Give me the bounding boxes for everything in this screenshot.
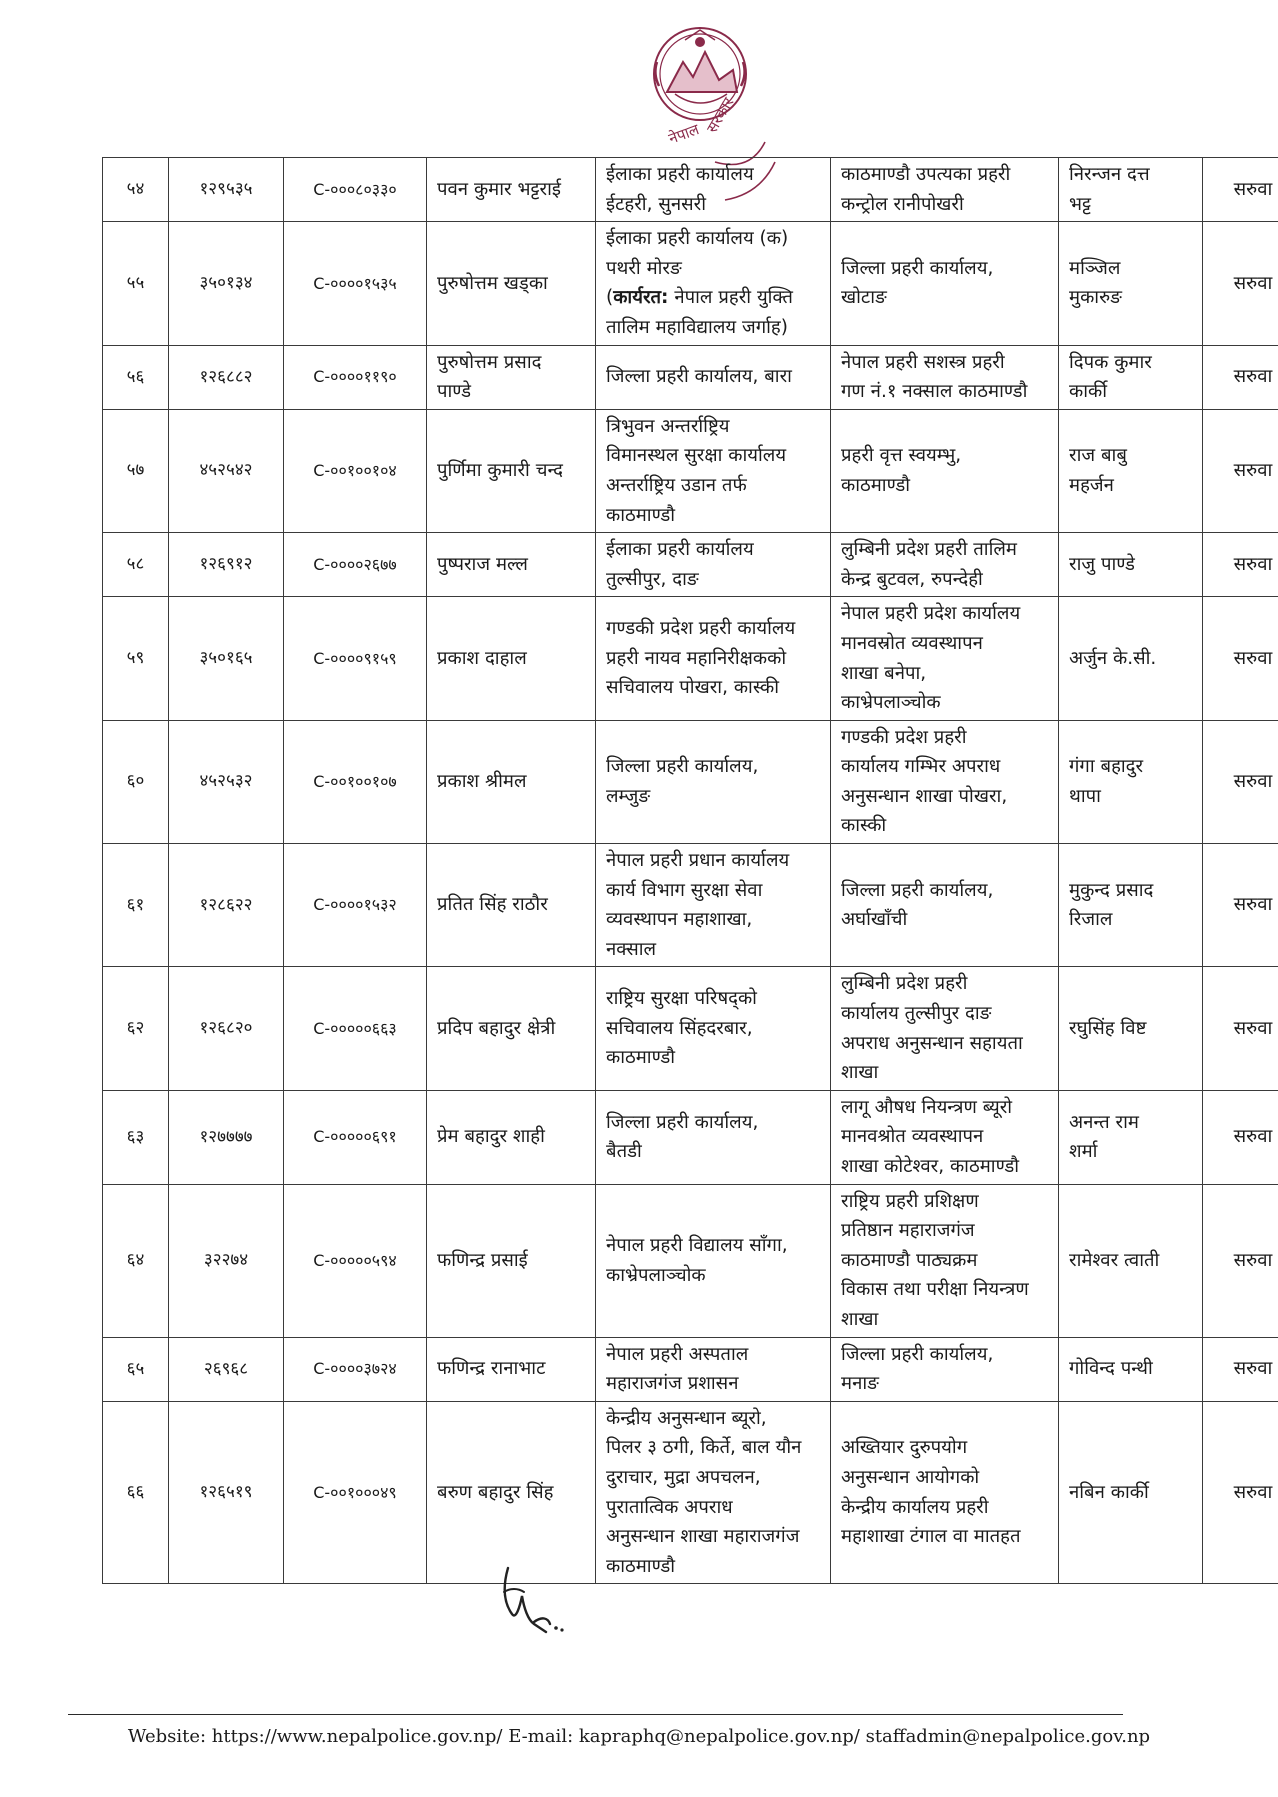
- police-number: १२७७७७: [169, 1090, 284, 1184]
- transfer-destination: [831, 844, 1059, 967]
- current-office-line: प्रहरी नायव महानिरीक्षकको: [606, 647, 787, 669]
- officer-name-line: पाण्डे: [437, 381, 471, 403]
- current-office-line: काठमाण्डौ: [606, 1555, 676, 1577]
- current-office: [596, 345, 831, 409]
- employee-code: C-००००१५३५: [284, 222, 427, 345]
- transfer-destination-line: मानवस्रोत व्यवस्थापन: [841, 632, 983, 654]
- approving-officer: [1059, 533, 1203, 597]
- approving-officer-line: अनन्त राम: [1069, 1111, 1139, 1133]
- current-office-line: लम्जुङ: [606, 785, 651, 807]
- officer-name-line: पुर्णिमा कुमारी चन्द: [437, 460, 563, 482]
- approving-officer-line: नबिन कार्की: [1069, 1481, 1149, 1503]
- transfer-destination-line: मानवश्रोत व्यवस्थापन: [841, 1126, 984, 1148]
- transfer-destination-line: केन्द्रीय कार्यालय प्रहरी: [841, 1496, 989, 1518]
- police-number: १२६८८२: [169, 345, 284, 409]
- approving-officer: [1059, 1090, 1203, 1184]
- current-office: [596, 597, 831, 720]
- approving-officer: [1059, 720, 1203, 843]
- current-office-line: नक्साल: [606, 938, 657, 960]
- employee-code: C-०००८०३३०: [284, 158, 427, 222]
- current-office-line: केन्द्रीय अनुसन्धान ब्यूरो,: [606, 1407, 767, 1429]
- police-number: १२९५३५: [169, 158, 284, 222]
- transfer-destination: [831, 597, 1059, 720]
- police-number: ३२२७४: [169, 1184, 284, 1337]
- employee-code: C-००००११९०: [284, 345, 427, 409]
- current-office-line: जिल्ला प्रहरी कार्यालय,: [606, 756, 759, 778]
- officer-name-line: बरुण बहादुर सिंह: [437, 1481, 554, 1503]
- current-office-line: ईटहरी, सुनसरी: [606, 193, 706, 215]
- transfer-destination-line: कास्की: [841, 815, 887, 837]
- current-office-line: बैतडी: [606, 1141, 642, 1163]
- transfer-destination-line: मनाङ: [841, 1373, 879, 1395]
- current-office-line: काभ्रेपलाञ्चोक: [606, 1264, 706, 1286]
- transfer-destination-line: प्रहरी वृत्त स्वयम्भु,: [841, 445, 962, 467]
- officer-name: [427, 409, 596, 532]
- current-office-line: नेपाल प्रहरी अस्पताल: [606, 1343, 749, 1365]
- current-office-line: महाराजगंज प्रशासन: [606, 1373, 739, 1395]
- approving-officer-line: निरन्जन दत्त: [1069, 164, 1150, 185]
- transfer-destination: [831, 1337, 1059, 1401]
- officer-name-line: प्रकाश दाहाल: [437, 647, 527, 669]
- transfer-destination-line: जिल्ला प्रहरी कार्यालय,: [841, 1343, 994, 1365]
- approving-officer: [1059, 967, 1203, 1090]
- officer-name: [427, 1090, 596, 1184]
- action-type: सरुवा: [1203, 1184, 1278, 1337]
- serial-number: ६४: [103, 1184, 169, 1337]
- transfer-destination-line: अर्घाखाँची: [841, 909, 908, 931]
- table-row: [103, 345, 1278, 409]
- current-office: [596, 967, 831, 1090]
- transfer-destination-line: कन्ट्रोल रानीपोखरी: [841, 193, 964, 215]
- current-office-line: ईलाका प्रहरी कार्यालय (क): [606, 228, 789, 250]
- officer-name: [427, 1401, 596, 1584]
- transfer-destination-line: राष्ट्रिय प्रहरी प्रशिक्षण: [841, 1190, 979, 1212]
- serial-number: ५६: [103, 345, 169, 409]
- officer-name-line: पुष्पराज मल्ल: [437, 553, 528, 575]
- current-office: [596, 1090, 831, 1184]
- working-at-text: नेपाल प्रहरी युक्ति: [674, 287, 793, 309]
- transfer-destination-line: केन्द्र बुटवल, रुपन्देही: [841, 568, 983, 590]
- transfer-destination-line: कार्यालय गम्भिर अपराध: [841, 756, 1001, 778]
- transfer-destination: [831, 1401, 1059, 1584]
- transfer-destination-line: शाखा: [841, 1308, 879, 1330]
- approving-officer-line: मुकुन्द प्रसाद: [1069, 879, 1154, 901]
- transfer-destination: [831, 409, 1059, 532]
- table-row: [103, 844, 1278, 967]
- transfer-destination: [831, 720, 1059, 843]
- transfer-destination-line: खोटाङ: [841, 287, 887, 309]
- transfer-destination-line: काठमाण्डौ: [841, 474, 911, 496]
- transfer-destination: [831, 1184, 1059, 1337]
- police-number: १२६८२०: [169, 967, 284, 1090]
- current-office-line: तुल्सीपुर, दाङ: [606, 568, 699, 590]
- action-type: सरुवा: [1203, 409, 1278, 532]
- police-number: १२६९१२: [169, 533, 284, 597]
- action-type: सरुवा: [1203, 158, 1278, 222]
- transfer-destination-line: गण नं.१ नक्साल काठमाण्डौ: [841, 381, 1028, 403]
- police-number: ४५२५४२: [169, 409, 284, 532]
- officer-name-line: प्रदिप बहादुर क्षेत्री: [437, 1017, 556, 1039]
- table-row: [103, 967, 1278, 1090]
- serial-number: ५४: [103, 158, 169, 222]
- officer-name-line: पुरुषोत्तम खड्का: [437, 272, 548, 294]
- police-number: ४५२५३२: [169, 720, 284, 843]
- action-type: सरुवा: [1203, 345, 1278, 409]
- serial-number: ६६: [103, 1401, 169, 1584]
- footer-contact: Website: https://www.nepalpolice.gov.np/ E-mail: kapraphq@nepalpolice.gov.np/ staffadmin@nepalpolice.gov.np: [127, 1726, 1151, 1747]
- footer-divider: [68, 1714, 1123, 1715]
- approving-officer-line: अर्जुन के.सी.: [1069, 647, 1157, 669]
- current-office-line: सचिवालय पोखरा, कास्की: [606, 677, 780, 699]
- transfer-destination: [831, 158, 1059, 222]
- serial-number: ५९: [103, 597, 169, 720]
- serial-number: ६२: [103, 967, 169, 1090]
- approving-officer-line: राजु पाण्डे: [1069, 553, 1135, 575]
- table-row: [103, 533, 1278, 597]
- current-office-note-line: (कार्यरत: नेपाल प्रहरी युक्ति: [606, 287, 793, 309]
- current-office-line: पुरातात्विक अपराध: [606, 1496, 733, 1518]
- current-office-line: दुराचार, मुद्रा अपचलन,: [606, 1466, 761, 1488]
- transfer-destination-line: अनुसन्धान आयोगको: [841, 1466, 980, 1488]
- transfer-roster-table: [102, 157, 1278, 1584]
- approving-officer-line: थापा: [1069, 785, 1101, 807]
- approving-officer-line: दिपक कुमार: [1069, 351, 1152, 373]
- action-type: सरुवा: [1203, 1337, 1278, 1401]
- transfer-destination-line: लुम्बिनी प्रदेश प्रहरी तालिम: [841, 539, 1017, 561]
- employee-code: C-००००३७२४: [284, 1337, 427, 1401]
- transfer-destination-line: विकास तथा परीक्षा नियन्त्रण: [841, 1279, 1029, 1301]
- approving-officer-line: महर्जन: [1069, 474, 1114, 496]
- approving-officer: [1059, 345, 1203, 409]
- transfer-destination-line: अनुसन्धान शाखा पोखरा,: [841, 785, 1008, 807]
- current-office-line: काठमाण्डौ: [606, 1047, 676, 1069]
- police-number: ३५०१६५: [169, 597, 284, 720]
- approving-officer: [1059, 222, 1203, 345]
- current-office-line: अन्तर्राष्ट्रिय उडान तर्फ: [606, 474, 747, 496]
- employee-code: C-०००००५९४: [284, 1184, 427, 1337]
- approving-officer: [1059, 409, 1203, 532]
- approving-officer: [1059, 1401, 1203, 1584]
- transfer-destination-line: प्रतिष्ठान महाराजगंज: [841, 1220, 975, 1242]
- transfer-destination-line: काभ्रेपलाञ्चोक: [841, 692, 941, 714]
- current-office-note-line: [606, 313, 820, 343]
- approving-officer-line: गंगा बहादुर: [1069, 756, 1144, 778]
- serial-number: ५८: [103, 533, 169, 597]
- action-type: सरुवा: [1203, 720, 1278, 843]
- current-office-line: सचिवालय सिंहदरबार,: [606, 1017, 753, 1039]
- transfer-destination-line: शाखा बनेपा,: [841, 662, 927, 684]
- approving-officer-line: रघुसिंह विष्ट: [1069, 1017, 1147, 1039]
- officer-name: [427, 345, 596, 409]
- officer-name: [427, 1337, 596, 1401]
- officer-name-line: पवन कुमार भट्टराई: [437, 178, 561, 200]
- transfer-destination-line: महाशाखा टंगाल वा मातहत: [841, 1526, 1021, 1548]
- table-row: [103, 720, 1278, 843]
- officer-name: [427, 533, 596, 597]
- table-row: [103, 222, 1278, 345]
- table-row: [103, 158, 1278, 222]
- officer-name: [427, 158, 596, 222]
- current-office: [596, 222, 831, 345]
- transfer-destination: [831, 967, 1059, 1090]
- approving-officer-line: मञ्जिल: [1069, 257, 1121, 279]
- transfer-destination: [831, 1090, 1059, 1184]
- working-at-text: तालिम महाविद्यालय जर्गाह): [606, 316, 788, 338]
- current-office-line: व्यवस्थापन महाशाखा,: [606, 909, 753, 931]
- serial-number: ६३: [103, 1090, 169, 1184]
- action-type: सरुवा: [1203, 844, 1278, 967]
- transfer-destination-line: अख्तियार दुरुपयोग: [841, 1437, 968, 1459]
- approving-officer-line: भट्ट: [1069, 193, 1092, 215]
- approving-officer-line: राज बाबु: [1069, 445, 1127, 467]
- officer-name-line: प्रेम बहादुर शाही: [437, 1126, 545, 1148]
- serial-number: ६१: [103, 844, 169, 967]
- officer-name: [427, 597, 596, 720]
- transfer-destination-line: जिल्ला प्रहरी कार्यालय,: [841, 257, 994, 279]
- current-office: [596, 1401, 831, 1584]
- svg-text:सरकार: सरकार: [702, 94, 738, 136]
- transfer-destination-line: कार्यालय तुल्सीपुर दाङ: [841, 1003, 992, 1025]
- officer-name: [427, 1184, 596, 1337]
- action-type: सरुवा: [1203, 597, 1278, 720]
- approving-officer-line: शर्मा: [1069, 1141, 1098, 1163]
- approving-officer-line: कार्की: [1069, 381, 1107, 403]
- serial-number: ५५: [103, 222, 169, 345]
- transfer-destination: [831, 222, 1059, 345]
- transfer-destination: [831, 345, 1059, 409]
- transfer-destination-line: शाखा कोटेश्वर, काठमाण्डौ: [841, 1156, 1020, 1177]
- employee-code: C-०००००६६३: [284, 967, 427, 1090]
- serial-number: ५७: [103, 409, 169, 532]
- current-office: [596, 533, 831, 597]
- action-type: सरुवा: [1203, 222, 1278, 345]
- action-type: सरुवा: [1203, 533, 1278, 597]
- current-office: [596, 844, 831, 967]
- table-row: [103, 597, 1278, 720]
- employee-code: C-००००९१५९: [284, 597, 427, 720]
- current-office-line: जिल्ला प्रहरी कार्यालय,: [606, 1111, 759, 1133]
- employee-code: C-००००२६७७: [284, 533, 427, 597]
- employee-code: C-००००१५३२: [284, 844, 427, 967]
- current-office: [596, 1337, 831, 1401]
- employee-code: C-०००००६९१: [284, 1090, 427, 1184]
- employee-code: C-००१००१०४: [284, 409, 427, 532]
- police-number: २६९६८: [169, 1337, 284, 1401]
- employee-code: C-००१०००४९: [284, 1401, 427, 1584]
- current-office-line: ईलाका प्रहरी कार्यालय: [606, 164, 754, 185]
- table-row: [103, 409, 1278, 532]
- transfer-destination-line: काठमाण्डौ उपत्यका प्रहरी: [841, 164, 1011, 185]
- action-type: सरुवा: [1203, 1090, 1278, 1184]
- transfer-destination: [831, 533, 1059, 597]
- police-number: ३५०१३४: [169, 222, 284, 345]
- approving-officer-line: रिजाल: [1069, 909, 1113, 931]
- transfer-destination-line: जिल्ला प्रहरी कार्यालय,: [841, 879, 994, 901]
- working-at-label: कार्यरत:: [613, 287, 669, 309]
- serial-number: ६५: [103, 1337, 169, 1401]
- officer-name: [427, 844, 596, 967]
- approving-officer-line: मुकारुङ: [1069, 287, 1122, 309]
- approving-officer: [1059, 158, 1203, 222]
- officer-name: [427, 222, 596, 345]
- current-office-line: विमानस्थल सुरक्षा कार्यालय: [606, 445, 787, 467]
- officer-name: [427, 967, 596, 1090]
- approving-officer: [1059, 597, 1203, 720]
- current-office-line: अनुसन्धान शाखा महाराजगंज: [606, 1526, 800, 1548]
- transfer-destination-line: काठमाण्डौ पाठ्यक्रम: [841, 1249, 978, 1271]
- current-office-line: नेपाल प्रहरी प्रधान कार्यालय: [606, 850, 790, 872]
- officer-name-line: प्रतित सिंह राठौर: [437, 894, 548, 916]
- employee-code: C-००१००१०७: [284, 720, 427, 843]
- current-office-line: पथरी मोरङ: [606, 257, 682, 279]
- transfer-destination-line: अपराध अनुसन्धान सहायता: [841, 1032, 1023, 1054]
- officer-name-line: फणिन्द्र प्रसाई: [437, 1249, 528, 1271]
- police-number: १२६५१९: [169, 1401, 284, 1584]
- svg-text:नेपाल: नेपाल: [666, 120, 702, 148]
- current-office-line: त्रिभुवन अन्तर्राष्ट्रिय: [606, 415, 730, 437]
- approving-officer: [1059, 844, 1203, 967]
- officer-name: [427, 720, 596, 843]
- current-office-line: ईलाका प्रहरी कार्यालय: [606, 539, 754, 561]
- table-row: [103, 1184, 1278, 1337]
- current-office: [596, 1184, 831, 1337]
- action-type: सरुवा: [1203, 967, 1278, 1090]
- current-office-line: पिलर ३ ठगी, किर्ते, बाल यौन: [606, 1437, 802, 1459]
- handwritten-signature: [490, 1562, 572, 1634]
- current-office-line: जिल्ला प्रहरी कार्यालय, बारा: [606, 366, 792, 388]
- table-row: [103, 1090, 1278, 1184]
- transfer-destination-line: नेपाल प्रहरी प्रदेश कार्यालय: [841, 603, 1021, 625]
- current-office-line: गण्डकी प्रदेश प्रहरी कार्यालय: [606, 618, 796, 640]
- transfer-destination-line: लागू औषध नियन्त्रण ब्यूरो: [841, 1096, 1013, 1118]
- approving-officer: [1059, 1337, 1203, 1401]
- officer-name-line: प्रकाश श्रीमल: [437, 771, 527, 793]
- current-office: [596, 409, 831, 532]
- police-number: १२८६२२: [169, 844, 284, 967]
- current-office-line: नेपाल प्रहरी विद्यालय साँगा,: [606, 1234, 788, 1256]
- officer-name-line: पुरुषोत्तम प्रसाद: [437, 351, 542, 373]
- approving-officer-line: गोविन्द पन्थी: [1069, 1358, 1153, 1380]
- table-row: [103, 1337, 1278, 1401]
- serial-number: ६०: [103, 720, 169, 843]
- current-office: [596, 158, 831, 222]
- table-row: [103, 1401, 1278, 1584]
- approving-officer-line: रामेश्वर त्वाती: [1069, 1249, 1160, 1271]
- current-office-line: कार्य विभाग सुरक्षा सेवा: [606, 879, 763, 901]
- transfer-destination-line: लुम्बिनी प्रदेश प्रहरी: [841, 973, 968, 995]
- transfer-destination-line: नेपाल प्रहरी सशस्त्र प्रहरी: [841, 351, 1005, 373]
- current-office-line: काठमाण्डौ: [606, 504, 676, 526]
- action-type: सरुवा: [1203, 1401, 1278, 1584]
- transfer-destination-line: गण्डकी प्रदेश प्रहरी: [841, 726, 967, 748]
- current-office: [596, 720, 831, 843]
- approving-officer: [1059, 1184, 1203, 1337]
- officer-name-line: फणिन्द्र रानाभाट: [437, 1358, 546, 1380]
- transfer-destination-line: शाखा: [841, 1062, 879, 1084]
- current-office-line: राष्ट्रिय सुरक्षा परिषद्को: [606, 988, 757, 1010]
